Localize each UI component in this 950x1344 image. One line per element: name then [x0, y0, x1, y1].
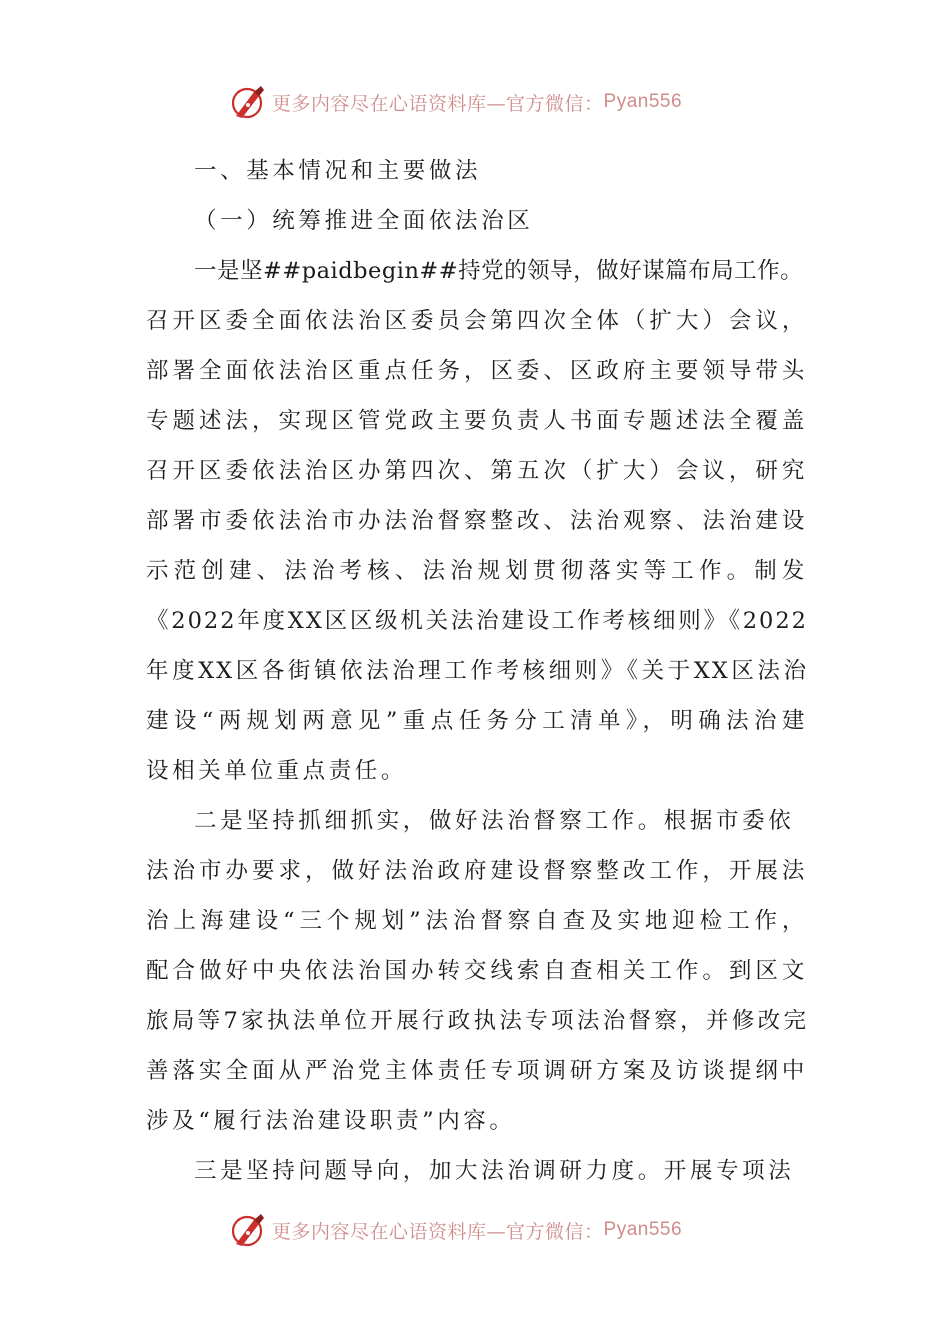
watermark-text: 更多内容尽在心语资料库—官方微信： [272, 1220, 604, 1243]
paragraph-line: 治上海建设“三个规划”法治督察自查及实地迎检工作， [146, 908, 808, 934]
paragraph-line: 配合做好中央依法治国办转交线索自查相关工作。到区文 [146, 958, 808, 984]
paragraph-line: 善落实全面从严治党主体责任专项调研方案及访谈提纲中 [146, 1058, 808, 1084]
paragraph-line: 《2022年度XX区区级机关法治建设工作考核细则》《2022 [146, 608, 808, 634]
paragraph-line: 旅局等7家执法单位开展行政执法专项法治督察，并修改完 [146, 1008, 808, 1034]
paragraph-line: 召开区委依法治区办第四次、第五次（扩大）会议，研究 [146, 458, 808, 484]
document-body [146, 146, 808, 1196]
paragraph-line: 召开区委全面依法治区委员会第四次全体（扩大）会议， [146, 308, 808, 334]
paragraph-line: 部署全面依法治区重点任务，区委、区政府主要领导带头 [146, 358, 808, 384]
paragraph-line: 二是坚持抓细抓实，做好法治督察工作。根据市委依 [194, 808, 795, 834]
section-heading: 一、基本情况和主要做法 [194, 158, 482, 184]
paragraph-line: 法治市办要求，做好法治政府建设督察整改工作，开展法 [146, 858, 808, 884]
paragraph-line: 设相关单位重点责任。 [146, 758, 408, 784]
wechat-id: Pyan556 [603, 1219, 683, 1240]
paragraph-line: 专题述法，实现区管党政主要负责人书面专题述法全覆盖 [146, 408, 808, 434]
paragraph-line: 涉及“履行法治建设职责”内容。 [146, 1108, 516, 1134]
paragraph-line: 建设“两规划两意见”重点任务分工清单》，明确法治建 [146, 708, 808, 734]
header-watermark-banner [228, 80, 728, 124]
paragraph-line: 示范创建、法治考核、法治规划贯彻落实等工作。制发 [146, 558, 808, 584]
pen-nib-circle-icon [228, 1210, 268, 1250]
paragraph-line: 一是坚##paidbegin##持党的领导，做好谋篇布局工作。 [194, 258, 804, 284]
subsection-heading: （一）统筹推进全面依法治区 [194, 208, 534, 234]
pen-nib-circle-icon [228, 82, 268, 122]
paragraph-line: 部署市委依法治市办法治督察整改、法治观察、法治建设 [146, 508, 808, 534]
footer-watermark-banner [228, 1208, 728, 1252]
paragraph-line: 年度XX区各街镇依法治理工作考核细则》《关于XX区法治 [146, 658, 808, 684]
wechat-id: Pyan556 [603, 91, 683, 112]
paragraph-line: 三是坚持问题导向，加大法治调研力度。开展专项法 [194, 1158, 795, 1184]
watermark-text: 更多内容尽在心语资料库—官方微信： [272, 92, 604, 115]
